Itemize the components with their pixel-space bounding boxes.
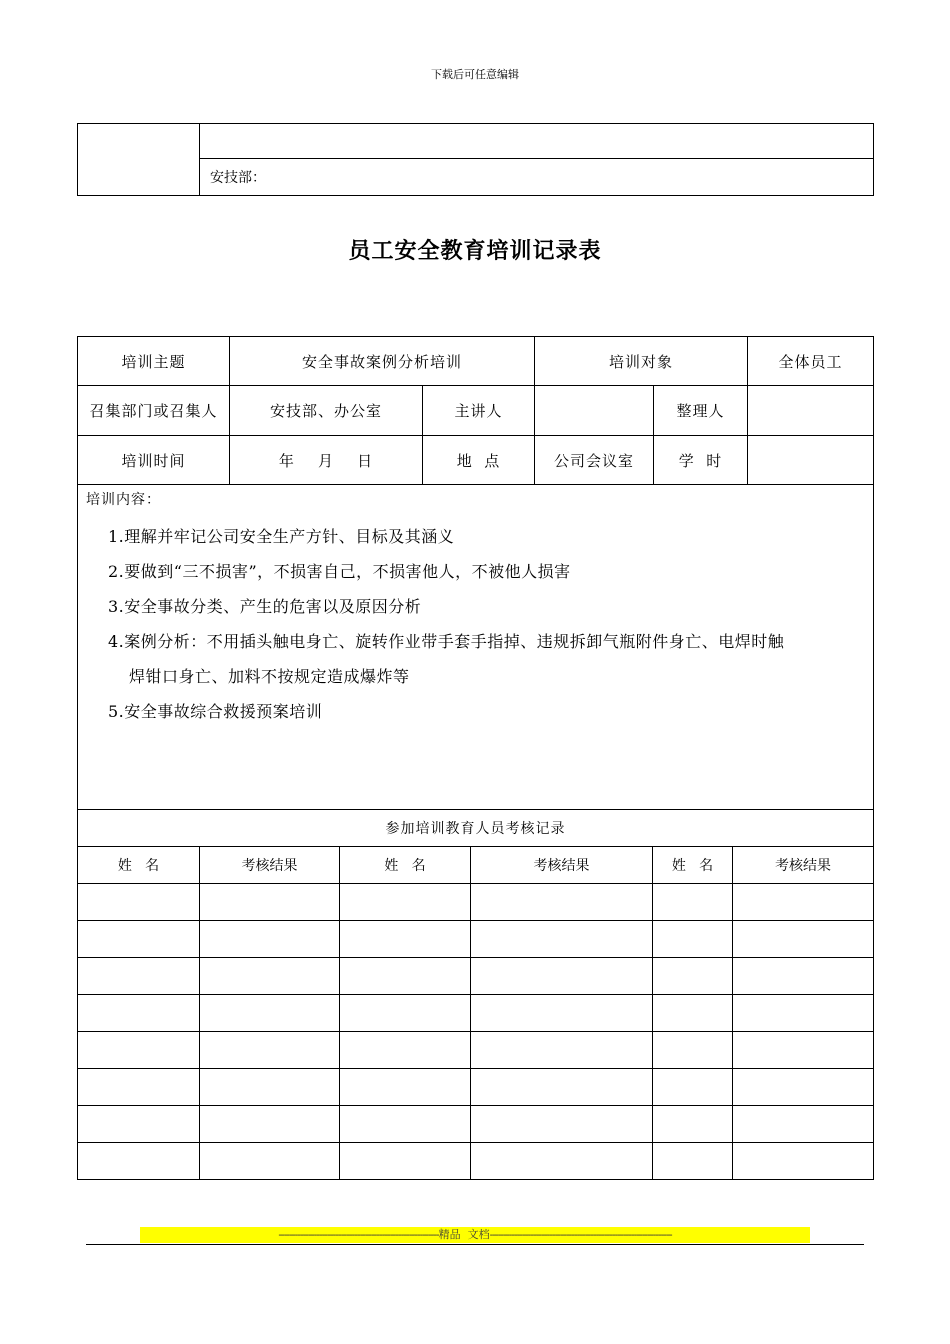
- table-row: [78, 1106, 874, 1143]
- footer-divider: [86, 1244, 864, 1245]
- table-cell: [340, 921, 471, 958]
- table-cell: [471, 884, 653, 921]
- table-cell: [733, 1032, 874, 1069]
- time-label: 培训时间: [78, 436, 230, 485]
- hours-label: 学 时: [654, 436, 748, 485]
- footer-banner: [140, 1227, 810, 1243]
- table-row: [78, 1032, 874, 1069]
- table-cell: [340, 1032, 471, 1069]
- table-cell: [340, 1106, 471, 1143]
- place-label: 地 点: [423, 436, 535, 485]
- table-row: [78, 995, 874, 1032]
- topic-label: 培训主题: [78, 337, 230, 386]
- table-cell: [733, 1069, 874, 1106]
- content-item-1: 1.理解并牢记公司安全生产方针、目标及其涵义: [108, 527, 455, 546]
- time-value: 年 月 日: [230, 436, 423, 485]
- table-cell: [471, 1069, 653, 1106]
- target-label: 培训对象: [535, 337, 748, 386]
- table-cell: [733, 1143, 874, 1180]
- content-item-4: [108, 624, 873, 694]
- exam-record-table: [77, 809, 874, 1180]
- table-cell: [340, 884, 471, 921]
- table-cell: [653, 1032, 733, 1069]
- table-cell: [653, 958, 733, 995]
- content-label: 培训内容：: [86, 492, 161, 508]
- table-cell: [340, 958, 471, 995]
- name-header-2: 姓 名: [340, 847, 471, 884]
- table-cell: [200, 1143, 340, 1180]
- table-cell: [78, 995, 200, 1032]
- content-item-2: 2.要做到“三不损害”，不损害自己，不损害他人，不被他人损害: [108, 562, 571, 581]
- table-cell: [340, 1143, 471, 1180]
- table-cell: [78, 958, 200, 995]
- table-cell: [733, 1106, 874, 1143]
- name-header-1: 姓 名: [78, 847, 200, 884]
- recorder-value: [748, 386, 874, 436]
- result-header-3: 考核结果: [733, 847, 874, 884]
- table-cell: [471, 1143, 653, 1180]
- footer-dashes-right: -------------------------------------------------------------------: [489, 1228, 672, 1241]
- header-note: 下载后可任意编辑: [431, 68, 519, 81]
- content-list: [78, 513, 873, 729]
- table-cell: [471, 1032, 653, 1069]
- table-cell: [471, 1106, 653, 1143]
- table-cell: [653, 884, 733, 921]
- table-cell: [471, 995, 653, 1032]
- table-cell: [653, 995, 733, 1032]
- table-cell: [78, 884, 200, 921]
- result-header-1: 考核结果: [200, 847, 340, 884]
- organizer-value: 安技部、办公室: [230, 386, 423, 436]
- organizer-label: 召集部门或召集人: [78, 386, 230, 436]
- table-cell: [340, 995, 471, 1032]
- name-header-3: 姓 名: [653, 847, 733, 884]
- speaker-label: 主讲人: [423, 386, 535, 436]
- table-cell: [200, 884, 340, 921]
- table-cell: [200, 1106, 340, 1143]
- table-cell: [471, 921, 653, 958]
- approval-box: [77, 123, 874, 196]
- target-value: 全体员工: [748, 337, 874, 386]
- table-cell: [200, 958, 340, 995]
- table-cell: [200, 995, 340, 1032]
- table-cell: [340, 1069, 471, 1106]
- table-cell: [78, 1106, 200, 1143]
- footer-dashes-left: -----------------------------------------------------------: [278, 1228, 439, 1241]
- table-row: [78, 921, 874, 958]
- training-info-table: [77, 336, 874, 810]
- place-value: 公司会议室: [535, 436, 654, 485]
- approval-blank-row: [200, 124, 874, 159]
- table-row: [78, 1143, 874, 1180]
- table-cell: [200, 1069, 340, 1106]
- table-cell: [78, 1143, 200, 1180]
- content-item-5: 5.安全事故综合救援预案培训: [108, 702, 323, 721]
- table-cell: [78, 1069, 200, 1106]
- table-cell: [78, 1032, 200, 1069]
- hours-value: [748, 436, 874, 485]
- table-row: [78, 884, 874, 921]
- approval-dept-label: 安技部：: [200, 159, 874, 196]
- table-row: [78, 1069, 874, 1106]
- content-item-4-line1: 4.案例分析：不用插头触电身亡、旋转作业带手套手指掉、违规拆卸气瓶附件身亡、电焊时触: [108, 632, 785, 651]
- footer-center-text: 精品 文档: [438, 1228, 490, 1241]
- table-cell: [200, 921, 340, 958]
- approval-blank-cell: [78, 124, 200, 196]
- content-item-3: 3.安全事故分类、产生的危害以及原因分析: [108, 597, 422, 616]
- table-cell: [653, 1069, 733, 1106]
- page-title: 员工安全教育培训记录表: [348, 238, 602, 264]
- exam-record-title: 参加培训教育人员考核记录: [78, 810, 874, 847]
- result-header-2: 考核结果: [471, 847, 653, 884]
- table-row: [78, 958, 874, 995]
- topic-value: 安全事故案例分析培训: [230, 337, 535, 386]
- table-cell: [733, 958, 874, 995]
- table-cell: [471, 958, 653, 995]
- recorder-label: 整理人: [654, 386, 748, 436]
- table-cell: [733, 921, 874, 958]
- table-cell: [733, 995, 874, 1032]
- training-content-cell: [78, 485, 874, 810]
- table-cell: [78, 921, 200, 958]
- table-cell: [653, 1143, 733, 1180]
- table-cell: [653, 921, 733, 958]
- table-cell: [200, 1032, 340, 1069]
- table-cell: [653, 1106, 733, 1143]
- speaker-value: [535, 386, 654, 436]
- content-item-4-line2: 焊钳口身亡、加料不按规定造成爆炸等: [129, 667, 410, 686]
- table-cell: [733, 884, 874, 921]
